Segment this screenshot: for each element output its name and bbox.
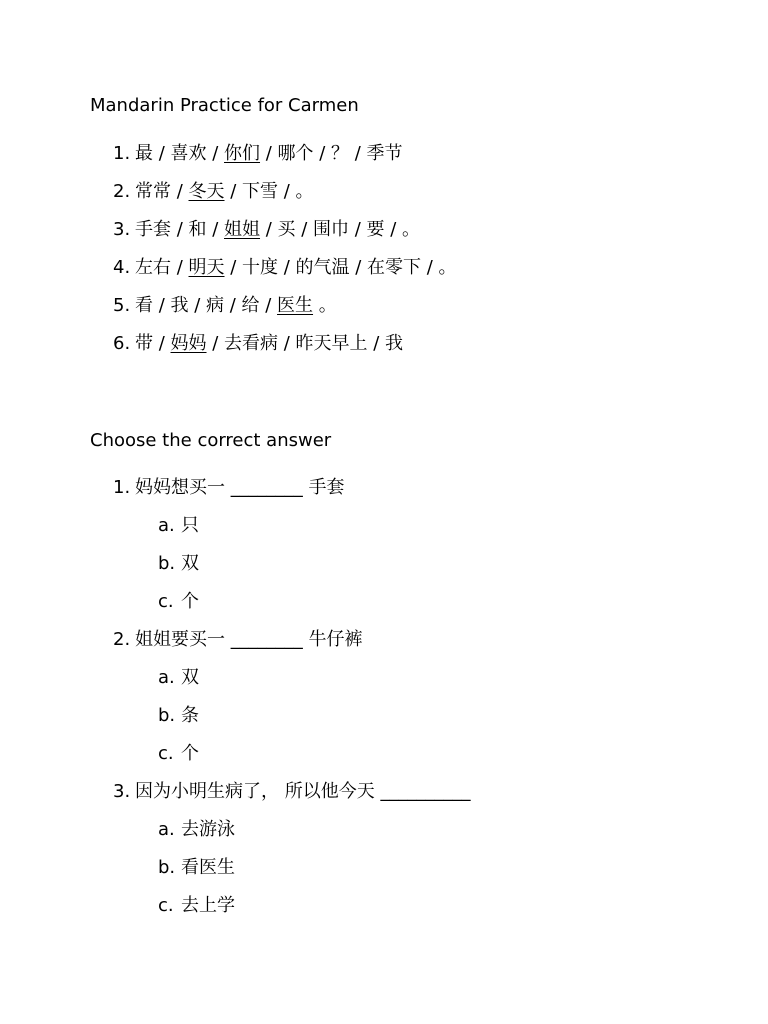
option — [158, 666, 199, 690]
item-number: 3. — [113, 219, 131, 240]
item-underlined: 医生 — [277, 295, 314, 316]
item-text: / 去看病 / 昨天早上 / 我 — [206, 333, 404, 354]
option — [158, 894, 235, 918]
option — [158, 514, 199, 538]
item-text: 常常 / — [135, 181, 189, 202]
option — [158, 818, 235, 842]
section2-title: Choose the correct answer — [90, 430, 332, 451]
option — [158, 742, 199, 766]
list-item — [113, 256, 457, 280]
list-item — [113, 294, 337, 318]
option — [158, 856, 235, 880]
item-number: 4. — [113, 257, 131, 278]
question — [113, 780, 470, 804]
list-item — [113, 332, 403, 356]
option-letter: b. — [158, 553, 176, 574]
question-number: 2. — [113, 629, 131, 650]
item-number: 6. — [113, 333, 131, 354]
item-text: 最 / 喜欢 / — [135, 143, 225, 164]
option-letter: c. — [158, 743, 174, 764]
option-letter: a. — [158, 515, 175, 536]
question-text: 因为小明生病了， 所以他今天 __________ — [135, 781, 471, 802]
item-number: 5. — [113, 295, 131, 316]
option-letter: b. — [158, 857, 176, 878]
list-item — [113, 180, 314, 204]
question-text: 姐姐要买一 ________ 牛仔裤 — [135, 629, 363, 650]
item-text: 。 — [313, 295, 337, 316]
question — [113, 628, 362, 652]
option-text: 条 — [181, 705, 199, 726]
question-number: 3. — [113, 781, 131, 802]
item-underlined: 你们 — [224, 143, 261, 164]
option — [158, 590, 199, 614]
item-number: 2. — [113, 181, 131, 202]
option-letter: c. — [158, 895, 174, 916]
question-number: 1. — [113, 477, 131, 498]
item-underlined: 姐姐 — [224, 219, 261, 240]
item-text: 带 / — [135, 333, 171, 354]
question — [113, 476, 344, 500]
option-text: 只 — [181, 515, 199, 536]
option-text: 个 — [181, 591, 199, 612]
item-number: 1. — [113, 143, 131, 164]
item-text: / 买 / 围巾 / 要 / 。 — [260, 219, 421, 240]
list-item — [113, 218, 420, 242]
option-letter: a. — [158, 667, 175, 688]
item-text: / 哪个 / ？ / 季节 — [260, 143, 403, 164]
item-underlined: 冬天 — [188, 181, 225, 202]
option-letter: b. — [158, 705, 176, 726]
item-text: / 下雪 / 。 — [224, 181, 314, 202]
option-text: 双 — [181, 553, 199, 574]
option-text: 双 — [181, 667, 199, 688]
option — [158, 704, 199, 728]
item-text: 看 / 我 / 病 / 给 / — [135, 295, 278, 316]
option-letter: c. — [158, 591, 174, 612]
item-text: 手套 / 和 / — [135, 219, 225, 240]
option — [158, 552, 199, 576]
item-text: 左右 / — [135, 257, 189, 278]
option-text: 去上学 — [181, 895, 235, 916]
option-text: 去游泳 — [181, 819, 235, 840]
item-text: / 十度 / 的气温 / 在零下 / 。 — [224, 257, 457, 278]
section1-title: Mandarin Practice for Carmen — [90, 95, 359, 116]
option-letter: a. — [158, 819, 175, 840]
option-text: 看医生 — [181, 857, 235, 878]
list-item — [113, 142, 403, 166]
item-underlined: 明天 — [188, 257, 225, 278]
question-text: 妈妈想买一 ________ 手套 — [135, 477, 345, 498]
option-text: 个 — [181, 743, 199, 764]
item-underlined: 妈妈 — [170, 333, 207, 354]
